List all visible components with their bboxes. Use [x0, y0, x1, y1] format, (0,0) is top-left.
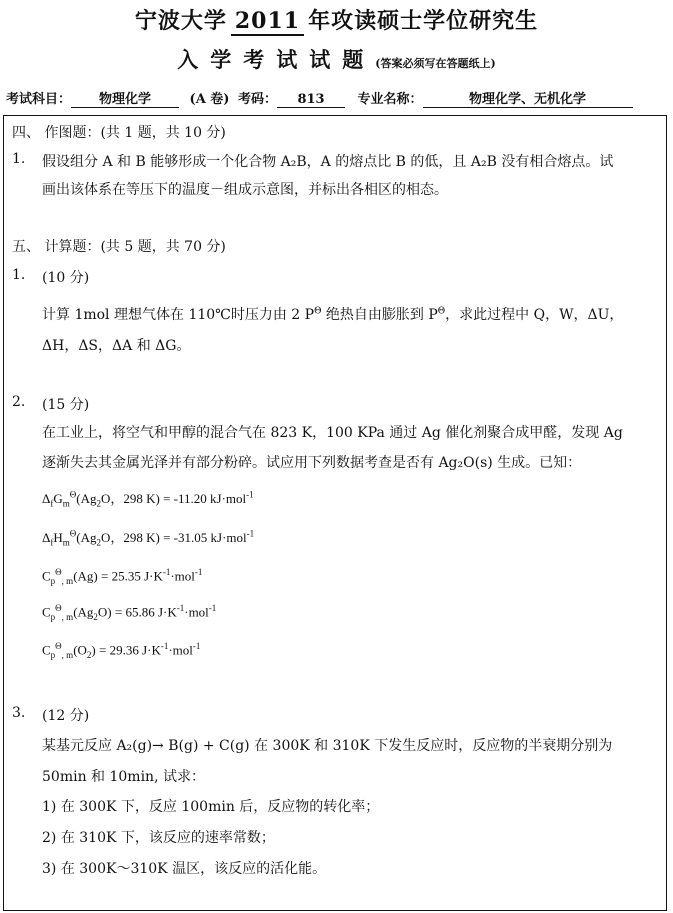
major-value: 物理化学、无机化学 — [423, 88, 633, 108]
s5-q2-text-line1: 在工业上，将空气和甲醇的混合气在 823 K，100 KPa 通过 Ag 催化剂聚合成甲醛，发现 Ag — [42, 425, 623, 441]
s5-q2-number: 2. — [12, 394, 26, 410]
s5-q1-text-line2: ΔH，ΔS，ΔA 和 ΔG。 — [42, 338, 191, 354]
s5-q1-score: (10 分) — [42, 270, 90, 286]
s5-q3-sub-3: 3) 在 300K～310K 温区，该反应的活化能。 — [42, 861, 327, 877]
exam-title — [0, 4, 673, 36]
s5-q3-number: 3. — [12, 705, 26, 721]
s5-q3-sub-2: 2) 在 310K 下，该反应的速率常数； — [42, 830, 275, 846]
subject-label: 考试科目： — [6, 92, 72, 107]
s4-q1-text-line2: 画出该体系在等压下的温度－组成示意图，并标出各相区的相态。 — [42, 182, 448, 198]
code-label: 考码： — [238, 92, 278, 107]
s5-q2-equation-1: $\Delta_fG_m^\Theta(Ag_2O$，298 K) = -11.20 kJ·mol$^{-1}$ — [42, 489, 254, 509]
section5-heading: 五、 计算题：(共 5 题，共 70 分) — [12, 239, 226, 255]
s5-q3-score: (12 分) — [42, 708, 90, 724]
s5-q1-number: 1. — [12, 267, 26, 283]
title-school: 宁波大学 — [134, 8, 227, 34]
s5-q1-text-line1: 计算 1mol 理想气体在 110℃时压力由 2 $P^\Theta$ 绝热自由膨胀到 $P^\Theta$，求此过程中 Q，W，ΔU， — [42, 306, 624, 323]
question-box — [3, 115, 667, 911]
exam-info-row — [6, 88, 670, 108]
title-year: 2011 — [231, 8, 304, 36]
major-label: 专业名称： — [357, 92, 423, 107]
paper-label: (A 卷) — [189, 92, 230, 107]
s5-q3-sub-1: 1) 在 300K 下，反应 100min 后，反应物的转化率； — [42, 799, 380, 815]
subtitle-main: 入学考试试题 — [177, 47, 376, 72]
s5-q3-text-line2: 50min 和 10min, 试求： — [42, 769, 205, 785]
s5-q2-equation-2: $\Delta_fH_m^\Theta(Ag_2O$，298 K) = -31.05 kJ·mol$^{-1}$ — [42, 528, 255, 548]
s5-q2-equation-5: $C_p^\Theta_{, m}(O_2) = 29.36$ $J\cdot K^{-1}\cdot mol^{-1}$ — [42, 641, 201, 660]
s5-q2-equation-3: $C_p^\Theta_{, m}(Ag) = 25.35$ $J\cdot K^{-1}\cdot mol^{-1}$ — [42, 567, 203, 586]
s5-q2-text-line2: 逐渐失去其金属光泽并有部分粉碎。试应用下列数据考查是否有 Ag₂O(s) 生成。已知： — [42, 455, 582, 471]
subject-value: 物理化学 — [71, 88, 179, 108]
code-value: 813 — [277, 92, 345, 108]
s4-q1-number: 1. — [12, 151, 26, 167]
s5-q2-score: (15 分) — [42, 397, 90, 413]
section4-heading: 四、 作图题：(共 1 题，共 10 分) — [12, 125, 226, 141]
s4-q1-text-line1: 假设组分 A 和 B 能够形成一个化合物 A₂B，A 的熔点比 B 的低，且 A₂B 没有相合熔点。试 — [42, 154, 614, 170]
title-suffix: 年攻读硕士学位研究生 — [308, 8, 539, 34]
s5-q2-equation-4: $C_p^\Theta_{, m}(Ag_2O) = 65.86$ $J\cdot K^{-1}\cdot mol^{-1}$ — [42, 603, 217, 622]
subtitle-note: (答案必须写在答题纸上) — [375, 57, 496, 70]
exam-subtitle — [0, 44, 673, 74]
s5-q3-text-line1: 某基元反应 A₂(g)→ B(g) + C(g) 在 300K 和 310K 下发生反应时，反应物的半衰期分别为 — [42, 738, 613, 754]
